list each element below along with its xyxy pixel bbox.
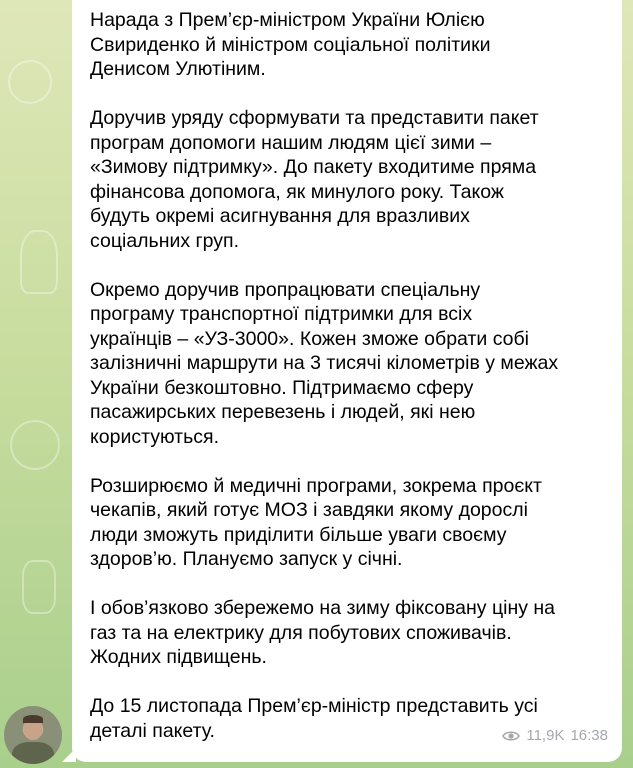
background-doodle — [20, 230, 58, 294]
background-doodle — [8, 60, 52, 104]
message-bubble[interactable] — [72, 0, 622, 762]
message-paragraph: Доручив уряду сформувати та представити пакет програм допомоги нашим людям цієї зими – «Зимову підтримку». До пакету входитиме пряма фінансова допомога, як минулого року. Також будуть окремі асигнування для вразливих соціальних груп. — [90, 107, 539, 252]
message-paragraph: І обов’язково збережемо на зиму фіксовану ціну на газ та на електрику для побутових споживачів. Жодних підвищень. — [90, 597, 556, 668]
message-paragraph: Окремо доручив пропрацювати спеціальну програму транспортної підтримки для всіх українців – «УЗ-3000». Кожен зможе обрати собі залізничні маршрути на 3 тисячі кілометрів у межах України безкоштовно. Підтримаємо сферу пасажирських перевезень і людей, які нею користуються. — [90, 278, 559, 448]
eye-icon — [502, 730, 520, 742]
message-time: 16:38 — [570, 727, 608, 744]
channel-avatar[interactable] — [4, 706, 62, 764]
background-doodle — [10, 420, 60, 470]
message-paragraph: Розширюємо й медичні програми, зокрема проєкт чекапів, який готує МОЗ і завдяки якому дорослі люди зможуть приділити більше уваги своєму здоров’ю. Плануємо запуск у січні. — [90, 474, 542, 570]
avatar-hair — [23, 715, 43, 723]
message-paragraph: Нарада з Прем’єр-міністром України Юлією Свириденко й міністром соціальної політики Денисом Улютіним. — [90, 9, 491, 80]
views-count: 11,9K — [526, 727, 565, 744]
message-meta — [502, 727, 608, 744]
message-paragraph: До 15 листопада Прем’єр-міністр представить усі деталі пакету. — [90, 695, 538, 742]
background-doodle — [22, 560, 56, 614]
avatar-shirt — [12, 742, 54, 764]
